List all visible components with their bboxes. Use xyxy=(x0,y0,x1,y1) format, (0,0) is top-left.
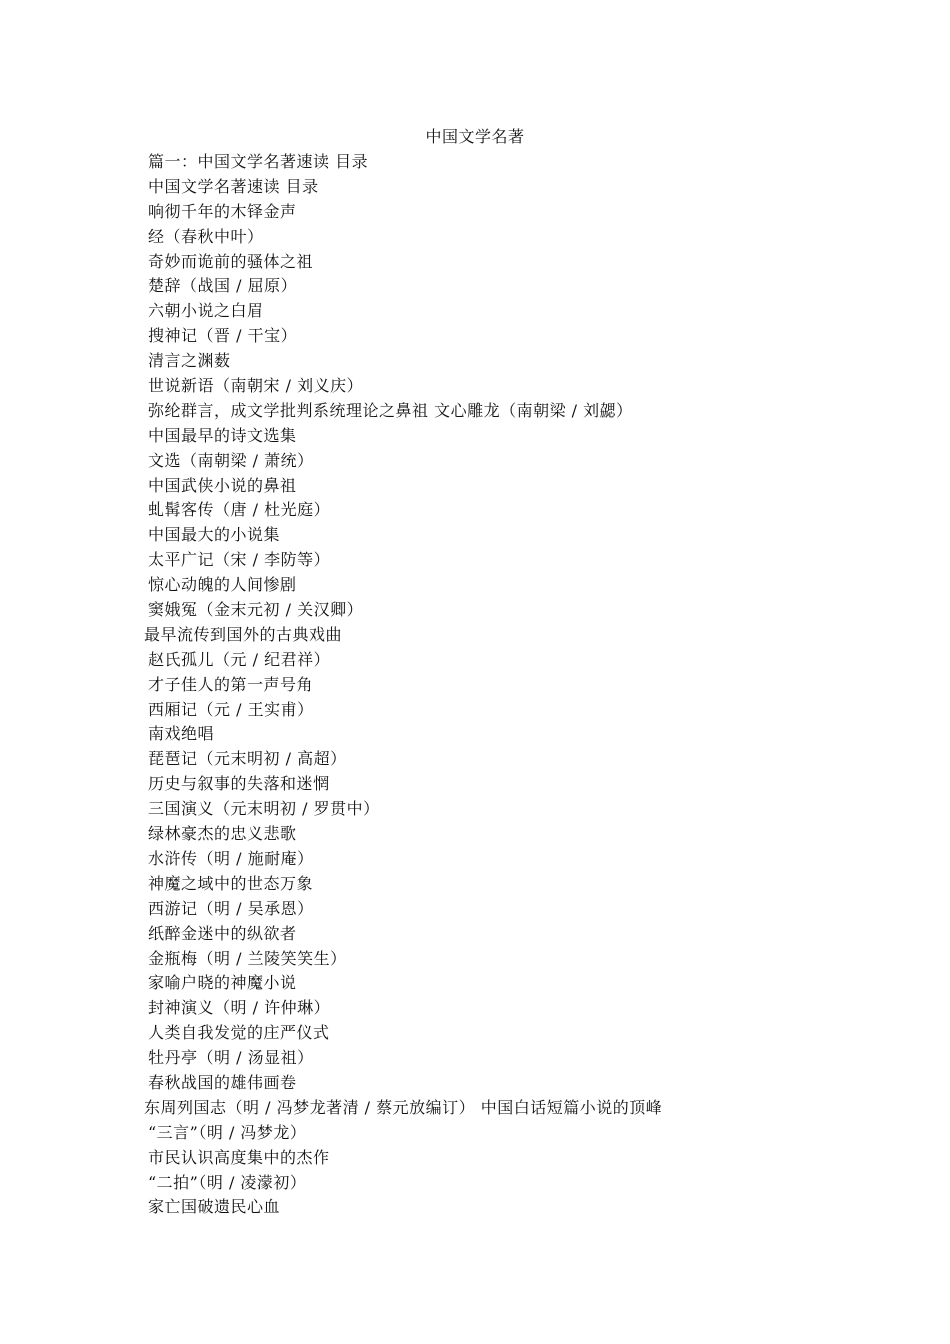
document-title: 中国文学名著 xyxy=(425,127,525,146)
toc-line: 虬髯客传（唐 / 杜光庭） xyxy=(148,500,331,520)
toc-line: 最早流传到国外的古典戏曲 xyxy=(144,624,343,644)
toc-line: 窦娥冤（金末元初 / 关汉卿） xyxy=(148,600,364,620)
toc-line: 六朝小说之白眉 xyxy=(148,301,264,321)
toc-line: 篇一：中国文学名著速读 目录 xyxy=(148,152,369,171)
toc-line: 太平广记（宋 / 李防等） xyxy=(148,550,331,570)
toc-line: 惊心动魄的人间惨剧 xyxy=(148,575,297,595)
toc-line: 绿林豪杰的忠义悲歌 xyxy=(148,824,297,844)
toc-line: 家喻户晓的神魔小说 xyxy=(148,973,297,993)
toc-line: 封神演义（明 / 许仲琳） xyxy=(148,998,331,1018)
toc-line: 家亡国破遗民心血 xyxy=(148,1197,281,1217)
toc-line: 弥纶群言，成文学批判系统理论之鼻祖 文心雕龙（南朝梁 / 刘勰） xyxy=(148,400,633,420)
toc-line: 西游记（明 / 吴承恩） xyxy=(148,898,314,918)
toc-line: 金瓶梅（明 / 兰陵笑笑生） xyxy=(148,948,347,968)
toc-line: 三国演义（元末明初 / 罗贯中） xyxy=(148,799,380,819)
toc-line: 牡丹亭（明 / 汤显祖） xyxy=(148,1048,314,1068)
toc-line: 楚辞（战国 / 屈原） xyxy=(148,276,298,296)
table-of-contents xyxy=(144,150,848,1220)
toc-line: 中国最早的诗文选集 xyxy=(148,425,297,445)
toc-line: 经（春秋中叶） xyxy=(148,226,264,246)
toc-line: 南戏绝唱 xyxy=(148,724,215,744)
toc-line: 神魔之域中的世态万象 xyxy=(148,873,314,893)
toc-line: 赵氏孤儿（元 / 纪君祥） xyxy=(148,649,331,669)
toc-line: 东周列国志（明 / 冯梦龙著清 / 蔡元放编订） 中国白话短篇小说的顶峰 xyxy=(144,1097,663,1117)
toc-line: 才子佳人的第一声号角 xyxy=(148,674,314,694)
toc-line: 市民认识高度集中的杰作 xyxy=(148,1147,330,1167)
toc-line: “二拍”（明 / 凌濛初） xyxy=(148,1172,307,1192)
toc-line: 响彻千年的木铎金声 xyxy=(148,201,297,221)
toc-line: 文选（南朝梁 / 萧统） xyxy=(148,450,314,470)
toc-line: 清言之渊薮 xyxy=(148,351,231,371)
toc-line: 中国武侠小说的鼻祖 xyxy=(148,475,297,495)
toc-line: 西厢记（元 / 王实甫） xyxy=(148,699,314,719)
toc-line: 历史与叙事的失落和迷惘 xyxy=(148,774,330,794)
toc-line: 中国最大的小说集 xyxy=(148,525,281,545)
toc-line: 人类自我发觉的庄严仪式 xyxy=(148,1023,330,1043)
toc-line: 琵琶记（元末明初 / 高超） xyxy=(148,749,347,769)
toc-line: 世说新语（南朝宋 / 刘义庆） xyxy=(148,376,364,396)
toc-line: 春秋战国的雄伟画卷 xyxy=(148,1072,297,1092)
toc-line: “三言”（明 / 冯梦龙） xyxy=(148,1122,307,1142)
toc-line: 纸醉金迷中的纵欲者 xyxy=(148,923,297,943)
toc-line: 中国文学名著速读 目录 xyxy=(148,176,319,196)
toc-line: 奇妙而诡前的骚体之祖 xyxy=(148,251,314,271)
toc-line: 水浒传（明 / 施耐庵） xyxy=(148,848,314,868)
toc-line: 搜神记（晋 / 干宝） xyxy=(148,326,298,346)
